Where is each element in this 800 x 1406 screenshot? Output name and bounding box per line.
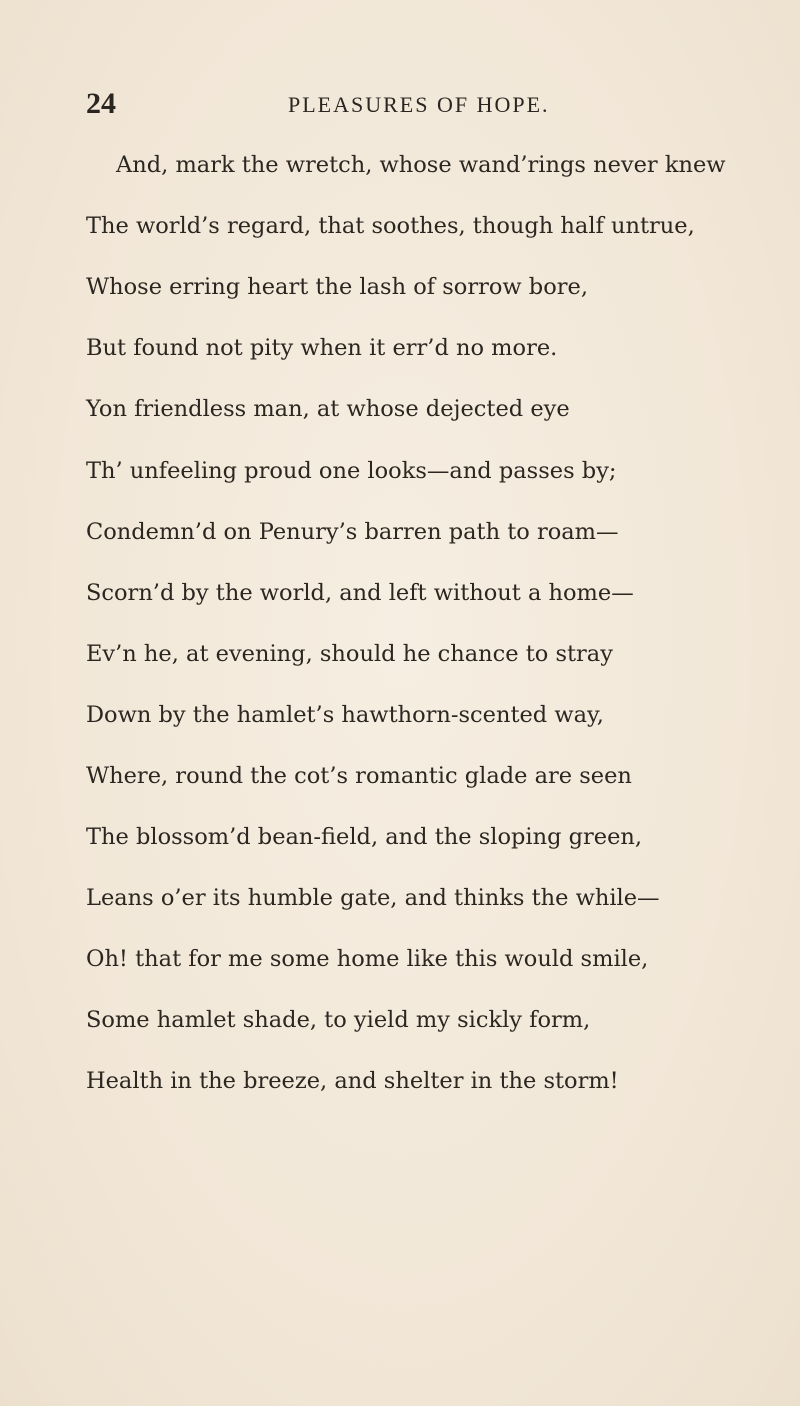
poem-line-2: The world’s regard, that soothes, though half untrue, [86, 213, 695, 239]
page-number: 24 [86, 87, 116, 120]
poem-line-6: Th’ unfeeling proud one looks—and passes by; [86, 458, 617, 484]
running-title: PLEASURES OF HOPE. [288, 92, 550, 117]
poem-line-15: Some hamlet shade, to yield my sickly form, [86, 1007, 591, 1033]
poem-line-14: Oh! that for me some home like this would smile, [86, 946, 649, 972]
poem-line-5: Yon friendless man, at whose dejected eye [86, 396, 570, 422]
poem-line-8: Scorn’d by the world, and left without a home— [86, 580, 634, 606]
poem-line-12: The blossom’d bean-field, and the sloping green, [86, 824, 643, 850]
running-head [0, 88, 800, 120]
poem-line-4: But found not pity when it err’d no more. [86, 335, 558, 361]
poem-line-16: Health in the breeze, and shelter in the storm! [86, 1068, 619, 1094]
poem-line-11: Where, round the cot’s romantic glade are seen [86, 763, 632, 789]
poem-line-7: Condemn’d on Penury’s barren path to roam— [86, 519, 619, 545]
poem-line-1: And, mark the wretch, whose wand’rings never knew [116, 152, 726, 178]
poem-line-13: Leans o’er its humble gate, and thinks the while— [86, 885, 660, 911]
poem-line-9: Ev’n he, at evening, should he chance to stray [86, 641, 613, 667]
poem-line-10: Down by the hamlet’s hawthorn-scented way, [86, 702, 604, 728]
poem-line-3: Whose erring heart the lash of sorrow bore, [86, 274, 588, 300]
